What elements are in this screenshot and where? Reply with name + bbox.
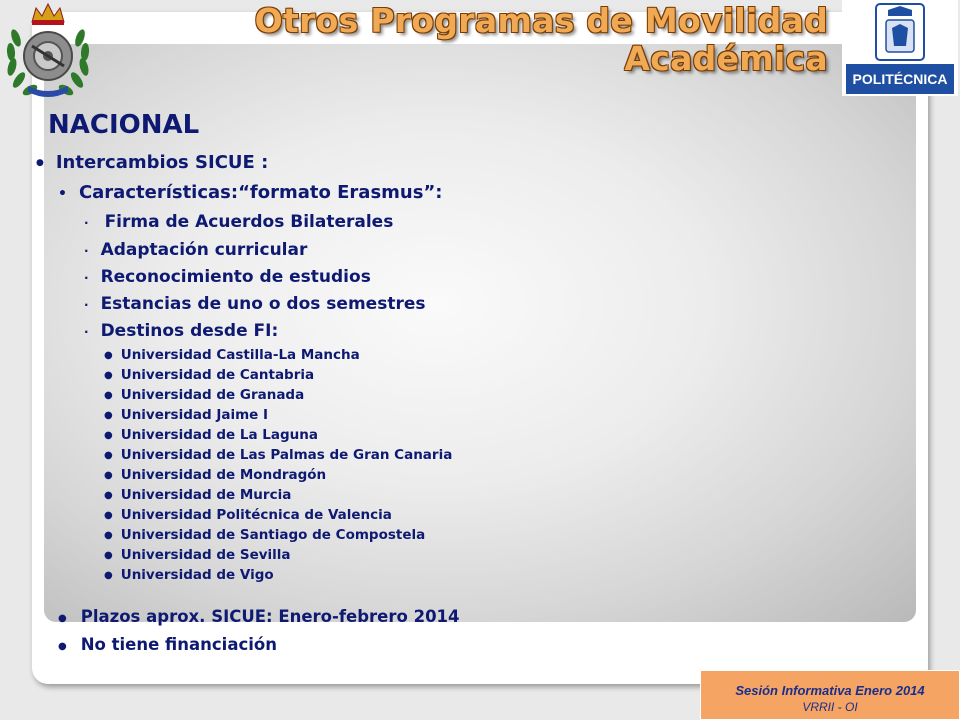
feature-item: · Adaptación curricular (84, 240, 308, 260)
small-dot-icon: · (84, 216, 89, 230)
bullet-dot-icon: • (58, 186, 67, 202)
feature-item: · Destinos desde FI: (84, 321, 279, 341)
destination-item: ● Universidad de Vigo (104, 567, 274, 583)
bullet-level-1 (36, 152, 268, 173)
destination-item: ● Universidad de Las Palmas de Gran Canaria (104, 447, 453, 463)
level2-text: Características:“formato Erasmus”: (78, 182, 443, 203)
bullet-dot-icon: ● (104, 450, 113, 461)
bullet-dot-icon: ● (104, 530, 113, 541)
bullet-dot-icon: ● (104, 490, 113, 501)
destination-item: ● Universidad de Santiago de Compostela (104, 527, 426, 543)
footer-line-2: VRRII - OI (802, 700, 858, 714)
bullet-dot-icon: ● (104, 470, 113, 481)
destination-item: ● Universidad Jaime I (104, 407, 269, 423)
small-dot-icon: · (84, 271, 89, 285)
feature-item: · Estancias de uno o dos semestres (84, 294, 426, 314)
bullet-dot-icon: ● (104, 550, 113, 561)
small-dot-icon: · (84, 298, 89, 312)
destination-item: ● Universidad de Cantabria (104, 367, 315, 383)
bullet-level-2 (58, 182, 442, 203)
destination-item: ● Universidad de Mondragón (104, 467, 327, 483)
destination-item: ● Universidad de Sevilla (104, 547, 291, 563)
bullet-dot-icon: ● (104, 410, 113, 421)
bottom-item: ● No tiene financiación (58, 635, 277, 654)
small-dot-icon: · (84, 325, 89, 339)
destination-item: ● Universidad de Murcia (104, 487, 292, 503)
title-line-2: Académica (624, 39, 828, 78)
level1-text: Intercambios SICUE : (55, 152, 269, 173)
bullet-dot-icon: ● (104, 570, 113, 581)
bullet-dot-icon: ● (104, 350, 113, 361)
bullet-dot-icon: ● (104, 430, 113, 441)
title-line-1: Otros Programas de Movilidad (254, 1, 828, 40)
footer-line-1: Sesión Informativa Enero 2014 (735, 683, 925, 698)
bullet-dot-icon: ● (58, 613, 67, 624)
footer-box (700, 670, 960, 720)
destination-item: ● Universidad de La Laguna (104, 427, 318, 443)
bullet-dot-icon: ● (104, 370, 113, 381)
destination-item: ● Universidad Politécnica de Valencia (104, 507, 392, 523)
bullet-dot-icon: ● (58, 641, 67, 652)
feature-item: · Firma de Acuerdos Bilaterales (84, 212, 394, 232)
bottom-item: ● Plazos aprox. SICUE: Enero-febrero 2014 (58, 607, 460, 626)
bullet-dot-icon: ● (36, 158, 44, 168)
bullet-dot-icon: ● (104, 390, 113, 401)
feature-item: · Reconocimiento de estudios (84, 267, 371, 287)
bullet-dot-icon: ● (104, 510, 113, 521)
politecnica-logo-text: POLITÉCNICA (852, 71, 948, 87)
section-heading: NACIONAL (48, 110, 200, 140)
small-dot-icon: · (84, 244, 89, 258)
destination-item: ● Universidad de Granada (104, 387, 305, 403)
destination-item: ● Universidad Castilla-La Mancha (104, 347, 360, 363)
